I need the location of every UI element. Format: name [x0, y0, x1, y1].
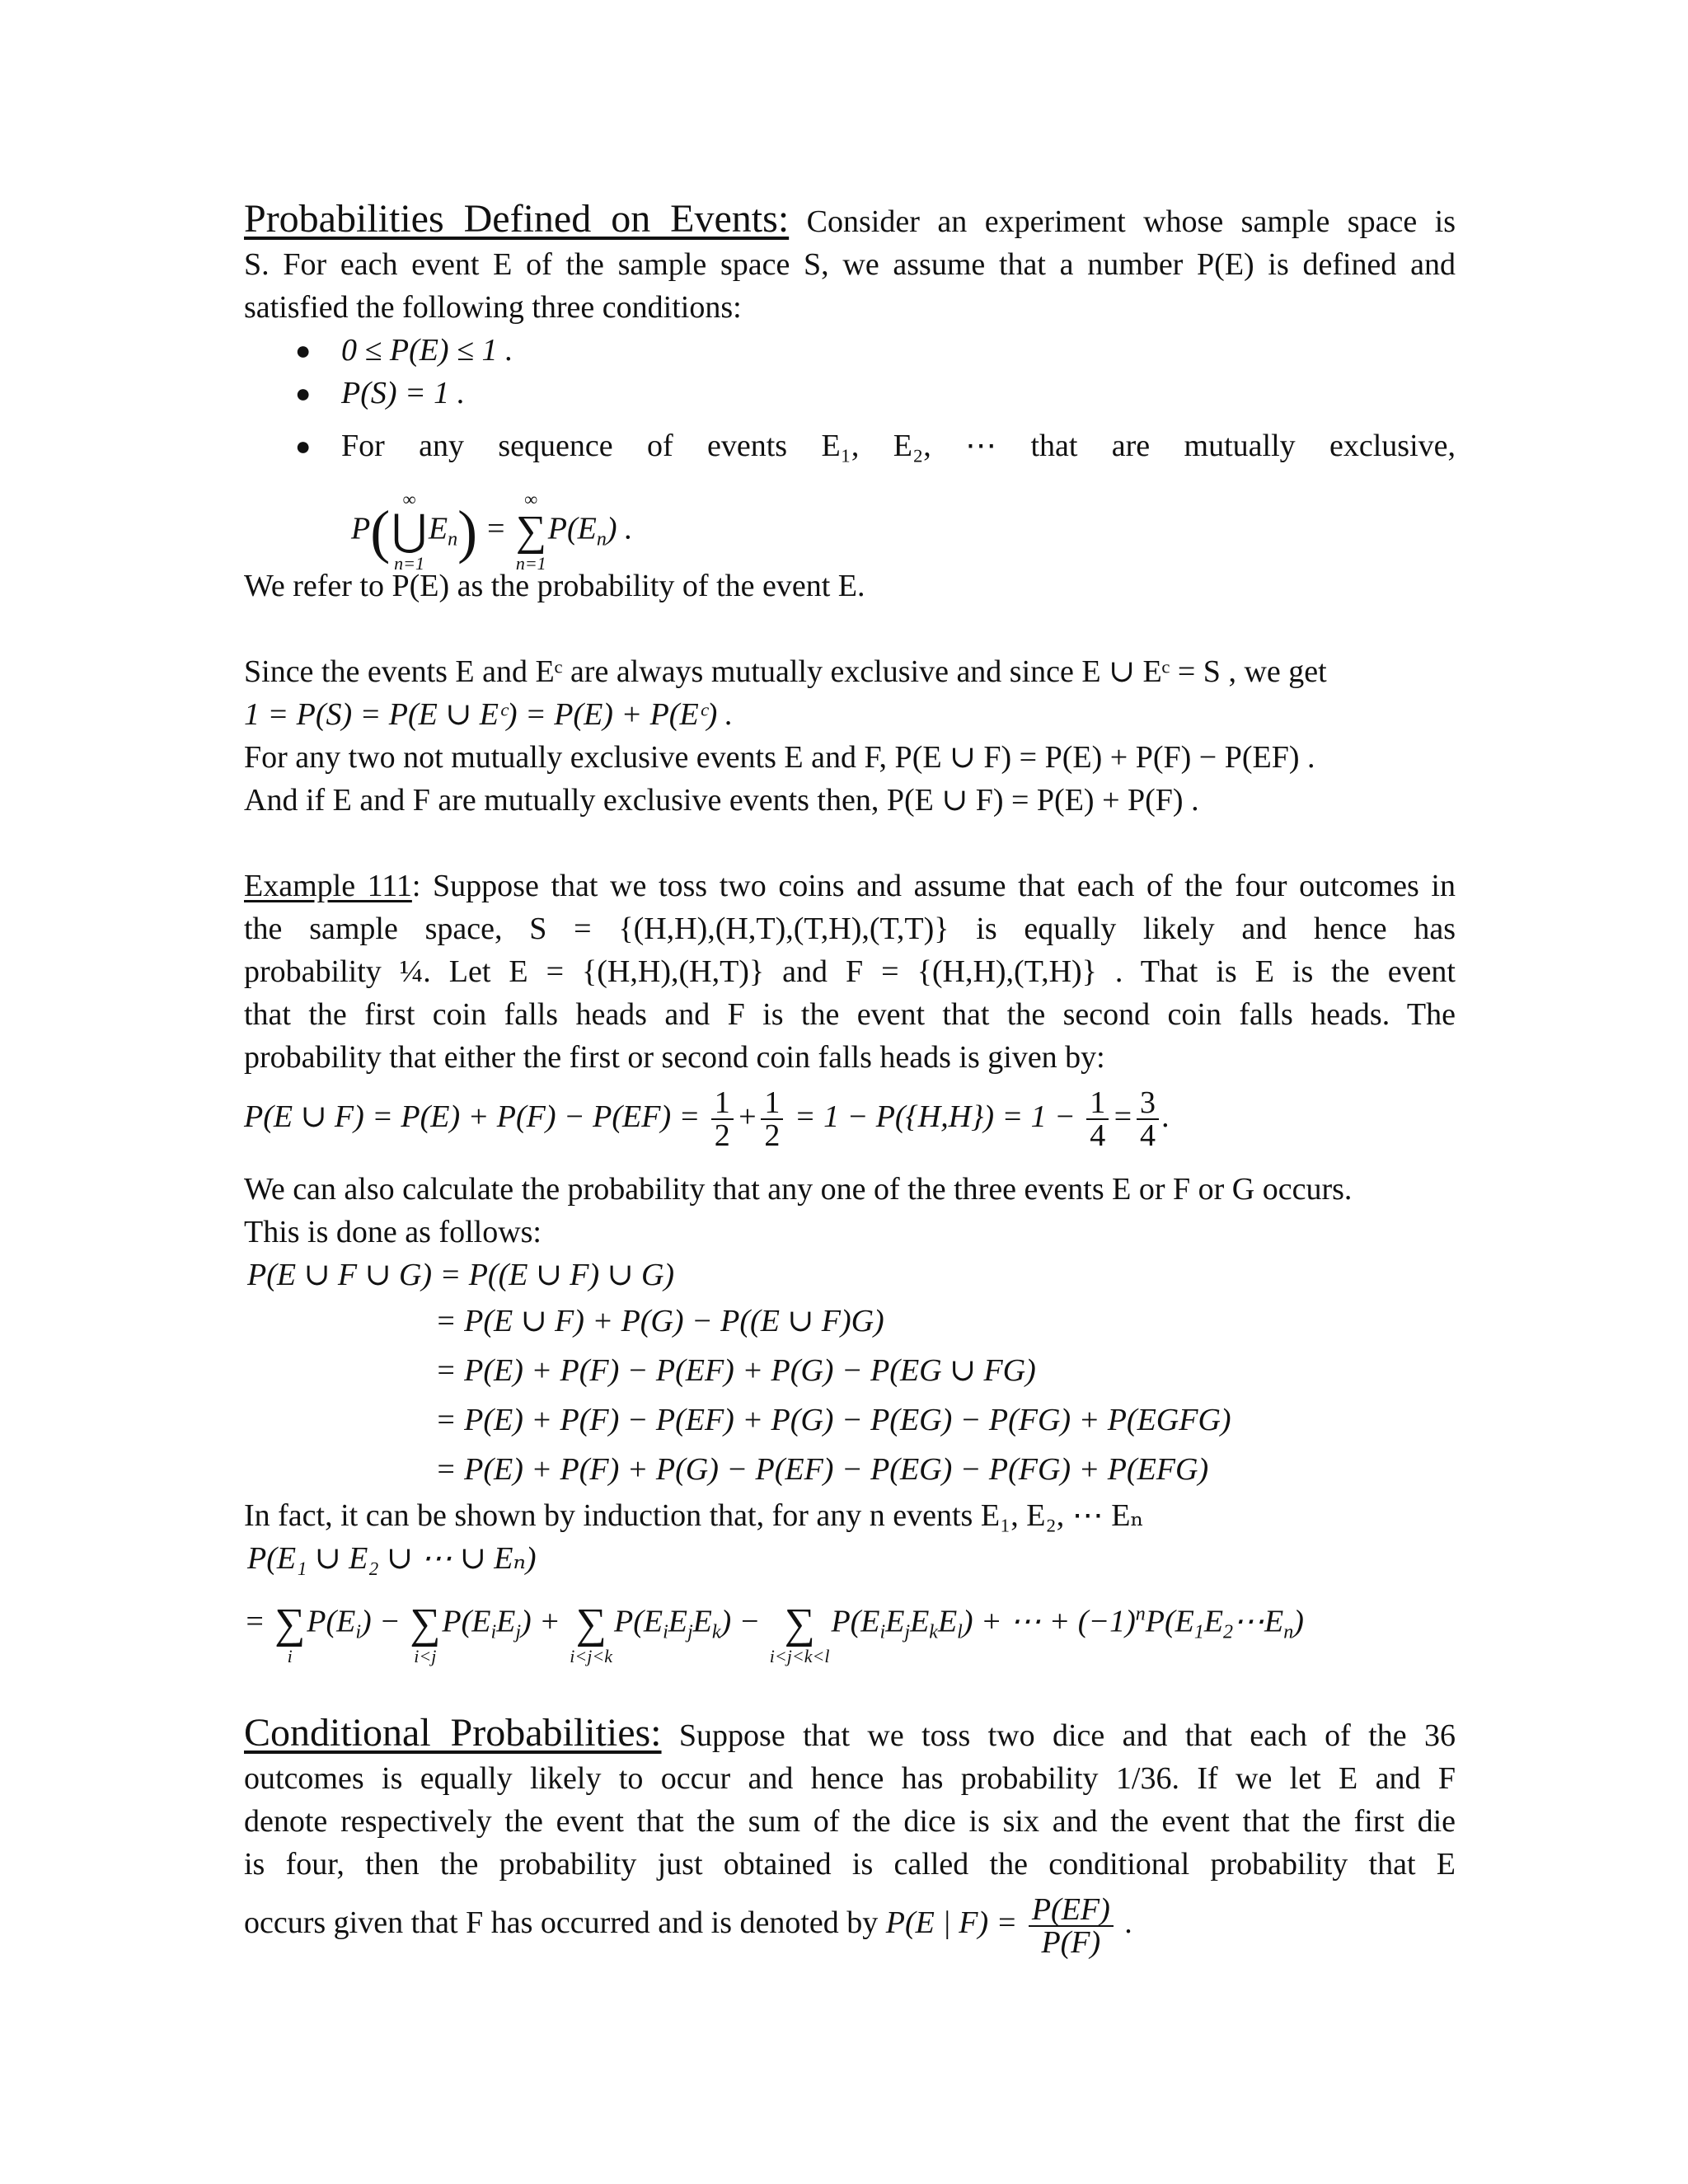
derivation-step-3: = P(E) + P(F) − P(EF) + P(G) − P(EG) − P(FG) + P(EGFG) — [435, 1403, 1231, 1438]
derivation-step-0: P(E ∪ F ∪ G) = P((E ∪ F) ∪ G) — [247, 1258, 675, 1293]
bullet-3-text: For any sequence of events E₁, E₂, ⋯ that are mutually exclusive, — [341, 429, 1456, 463]
example-label: Example 111 — [244, 869, 412, 903]
section1-intro-1: Consider an experiment whose sample space is — [806, 204, 1456, 239]
conditional-probability-formula: P(E | F) = $\frac{P(EF)}{P(F)}$ — [886, 1905, 1125, 1940]
bullet-2-text: P(S) = 1 . — [341, 376, 466, 410]
inclusion-exclusion-formula: = ∑ i $P(E_i)$ − ∑ i<j $P(E_iE_j)$ + ∑ i<j<k $P(E_iE_jE_k)$ − ∑ i<j<k<l $P(E_iE_jE_kE_l)$ + ⋯ + $(-1)^nP(E_1E_2\cdots E_n)$ — [244, 1601, 1304, 1667]
bullet-item-1 — [244, 329, 1456, 372]
bullet-item-3 — [244, 424, 1456, 467]
bullet-1-text: 0 ≤ P(E) ≤ 1 . — [341, 333, 513, 368]
three-events-derivation — [247, 1254, 1456, 1494]
induction-line: In fact, it can be shown by induction that, for any n events E₁, E₂, ⋯ Eₙ — [244, 1498, 1144, 1534]
complement-line-4: And if E and F are mutually exclusive events then, P(E ∪ F) = P(E) + P(F) . — [244, 783, 1199, 818]
example-line-4: that the first coin falls heads and F is the event that the second coin falls heads. The — [244, 997, 1456, 1032]
section2-text-2: outcomes is equally likely to occur and hence has probability 1/36. If we let E and F — [244, 1761, 1456, 1797]
derivation-step-4: = P(E) + P(F) + P(G) − P(EF) − P(EG) − P(FG) + P(EFG) — [435, 1452, 1209, 1488]
example-result-formula: P(E ∪ F) = P(E) + P(F) − P(EF) = $\frac{1}{2}$ + $\frac{1}{2}$ = 1 − P({H,H}) = 1 − $\frac{1}{4}$ = $\frac{3}{4}$ . — [244, 1085, 1170, 1154]
section2-text-5: occurs given that F has occurred and is denoted by P(E | F) = $\frac{P(EF)}{P(F)}$ . — [244, 1891, 1132, 1960]
section2-text-1: Suppose that we toss two dice and that each of the 36 — [678, 1718, 1456, 1754]
three-events-line-2: This is done as follows: — [244, 1215, 542, 1250]
derivation-step-2: = P(E) + P(F) − P(EF) + P(G) − P(EG ∪ FG) — [435, 1353, 1036, 1389]
example-line-1: Example 111: Suppose that we toss two coins and assume that each of the four outcomes in — [244, 869, 1456, 903]
complement-line-1: Since the events E and Eᶜ are always mutually exclusive and since E ∪ Eᶜ = S , we get — [244, 654, 1327, 689]
section1-heading: Probabilities Defined on Events: — [244, 197, 790, 241]
bullet-dot-icon: ● — [295, 335, 312, 365]
bullet-dot-icon: ● — [295, 378, 312, 408]
example-line-3: probability ¼. Let E = {(H,H),(H,T)} and F = {(H,H),(T,H)} . That is E is the event — [244, 954, 1456, 989]
union-n-events: P(E₁ ∪ E₂ ∪ ⋯ ∪ Eₙ) — [247, 1541, 537, 1577]
bullet-dot-icon: ● — [295, 431, 312, 461]
section2-first-line — [244, 1712, 1456, 1757]
section1-intro-3: satisfied the following three conditions: — [244, 290, 742, 325]
derivation-step-1: = P(E ∪ F) + P(G) − P((E ∪ F)G) — [435, 1304, 884, 1339]
section1-first-line — [244, 198, 1456, 243]
example-line-2: the sample space, S = {(H,H),(H,T),(T,H),(T,T)} is equally likely and hence has — [244, 912, 1456, 946]
complement-line-3: For any two not mutually exclusive events E and F, P(E ∪ F) = P(E) + P(F) − P(EF) . — [244, 740, 1315, 775]
section1-closing: We refer to P(E) as the probability of the event E. — [244, 569, 865, 603]
section2-heading: Conditional Probabilities: — [244, 1711, 662, 1755]
section1-intro-2: S. For each event E of the sample space S, we assume that a number P(E) is defined and — [244, 247, 1456, 282]
complement-line-2: 1 = P(S) = P(E ∪ Eᶜ) = P(E) + P(Eᶜ) . — [244, 697, 734, 732]
example-line-5: probability that either the first or second coin falls heads is given by: — [244, 1040, 1105, 1075]
three-events-line-1: We can also calculate the probability that any one of the three events E or F or G occurs. — [244, 1172, 1353, 1207]
bullet-item-2 — [244, 372, 1456, 415]
document-page — [244, 198, 1456, 1960]
section2-text-3: denote respectively the event that the sum of the dice is six and the event that the first die — [244, 1804, 1456, 1840]
section2-text-4: is four, then the probability just obtained is called the conditional probability that E — [244, 1847, 1456, 1882]
countable-additivity-formula: P( ∞ ⋃ n=1 $E_n$) = ∞ ∑ n=1 $P(E_n)$ . — [351, 489, 633, 574]
